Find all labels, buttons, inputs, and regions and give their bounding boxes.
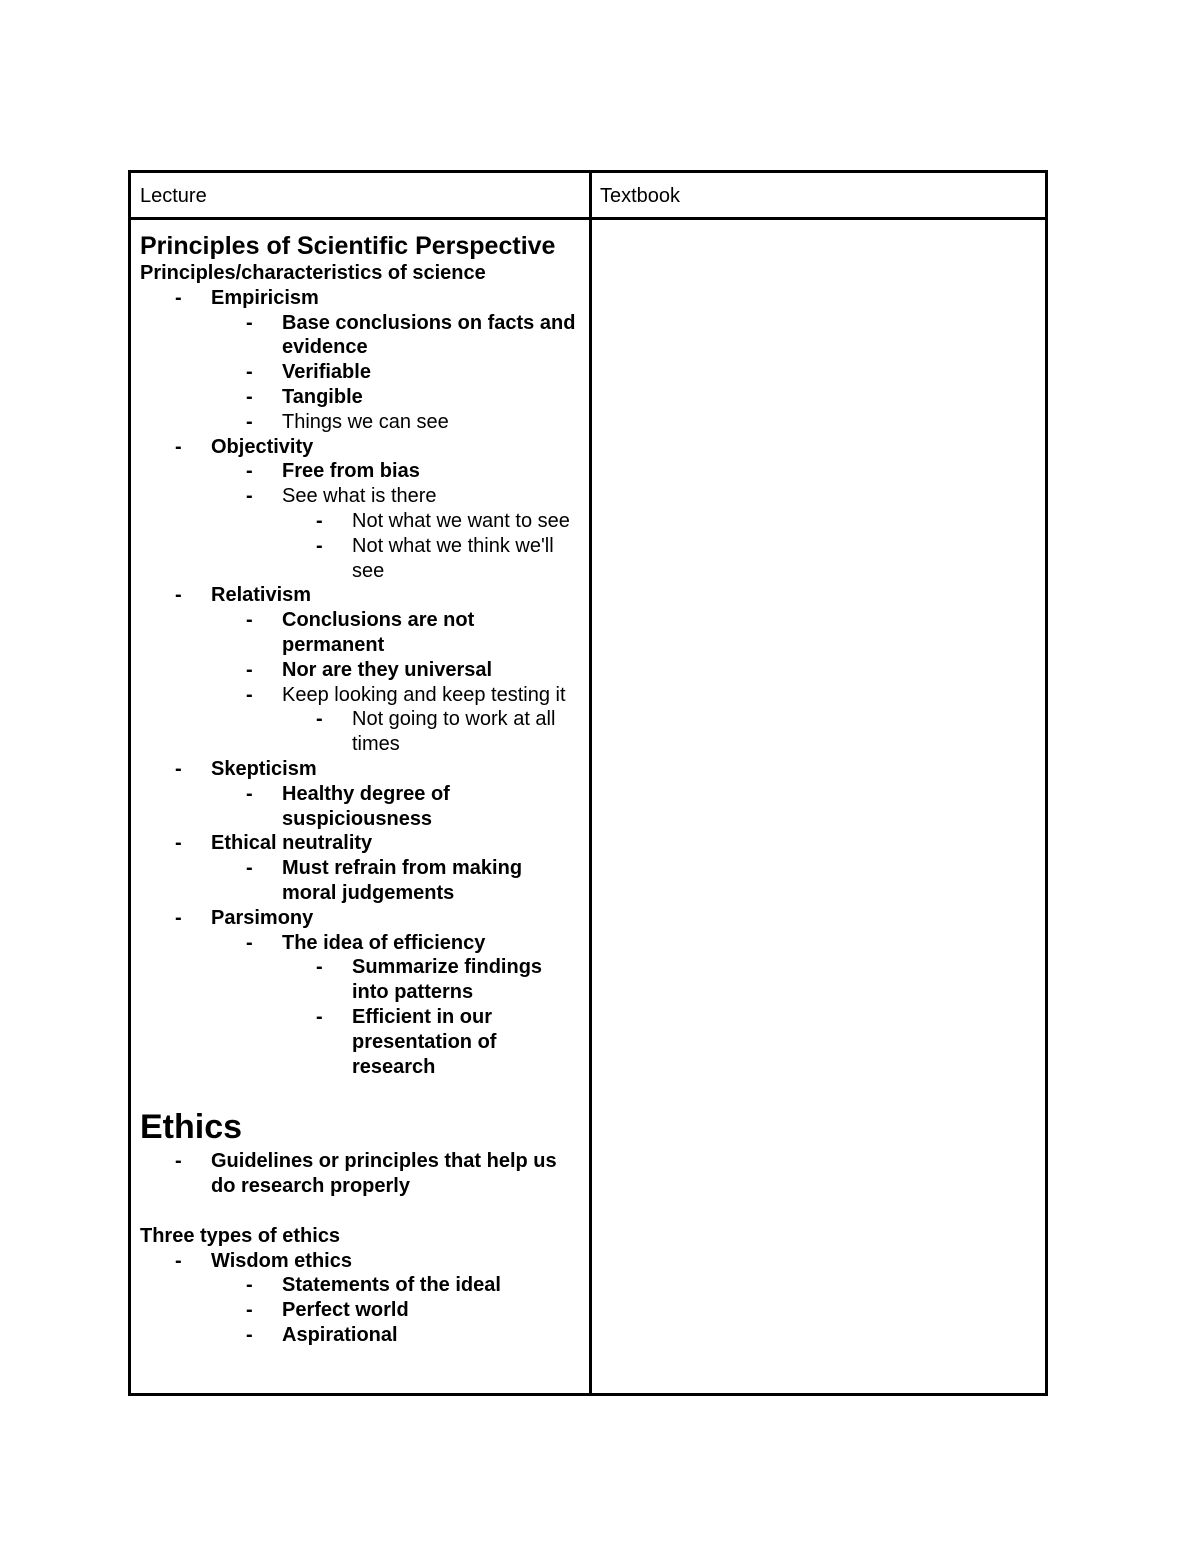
types-heading: Three types of ethics xyxy=(140,1224,341,1247)
list-item: - Objectivity xyxy=(175,435,314,458)
section-subtitle: Principles/characteristics of science xyxy=(140,262,486,284)
list-item: - Base conclusions on facts and evidence xyxy=(246,311,576,359)
principles-list xyxy=(140,286,580,1080)
types-list xyxy=(140,1249,580,1348)
list-item: - Empiricism xyxy=(175,286,319,309)
textbook-column-header: Textbook xyxy=(600,185,681,207)
list-item: - Skepticism xyxy=(175,757,317,780)
list-item: - Parsimony xyxy=(175,906,314,929)
list-item: - Conclusions are not permanent xyxy=(246,609,475,656)
list-item: - Efficient in our presentation of research xyxy=(316,1005,497,1078)
list-item: - Not what we want to see xyxy=(316,509,570,532)
list-item: - Keep looking and keep testing it xyxy=(246,683,566,706)
lecture-column-header: Lecture xyxy=(140,185,207,207)
column-divider xyxy=(589,173,592,1393)
list-item: - Wisdom ethics xyxy=(175,1249,352,1272)
ethics-title: Ethics xyxy=(140,1108,243,1147)
ethics-list xyxy=(140,1149,580,1199)
header-divider xyxy=(131,217,1045,220)
list-item: - Guidelines or principles that help us do research properly xyxy=(175,1150,557,1198)
notes-table xyxy=(128,170,1048,1396)
list-item: - Tangible xyxy=(246,385,363,408)
list-item: - Relativism xyxy=(175,584,312,607)
list-item: - Perfect world xyxy=(246,1299,409,1322)
list-item: - Summarize findings into patterns xyxy=(316,956,543,1004)
list-item: - Verifiable xyxy=(246,361,371,384)
list-item: - Statements of the ideal xyxy=(246,1274,501,1297)
section-title: Principles of Scientific Perspective xyxy=(140,232,556,260)
list-item: - Nor are they universal xyxy=(246,658,493,681)
list-item: - Not going to work at all times xyxy=(316,708,556,756)
list-item: - Not what we think we'll see xyxy=(316,534,554,582)
list-item: - Must refrain from making moral judgements xyxy=(246,857,523,904)
list-item: - Ethical neutrality xyxy=(175,832,373,855)
list-item: - Aspirational xyxy=(246,1324,398,1347)
list-item: - Things we can see xyxy=(246,410,449,433)
lecture-cell xyxy=(140,231,580,1348)
list-item: - Free from bias xyxy=(246,460,420,483)
list-item: - Healthy degree of suspiciousness xyxy=(246,782,450,830)
list-item: - The idea of efficiency xyxy=(246,931,486,954)
list-item: - See what is there xyxy=(246,485,437,508)
